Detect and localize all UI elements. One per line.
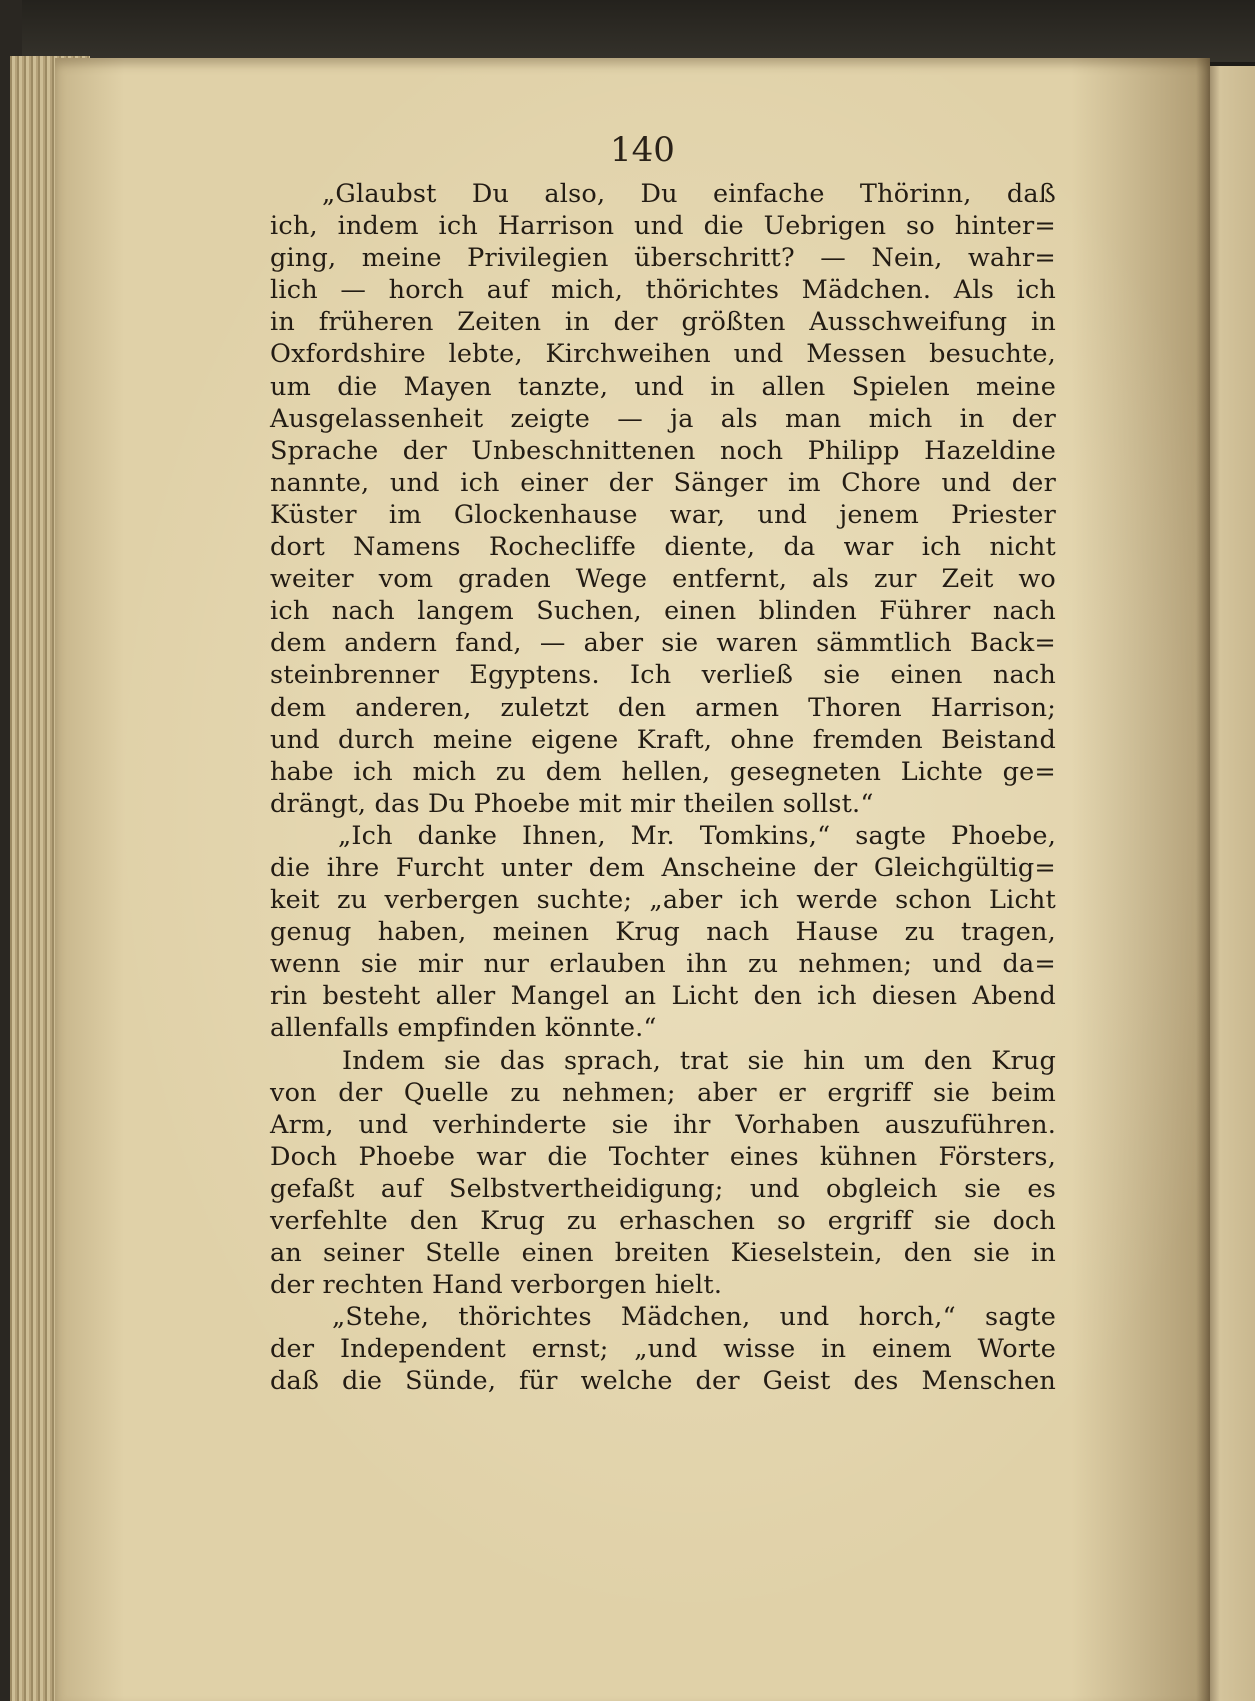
text-line: habe ich mich zu dem hellen, gesegneten Lichte ge=	[270, 756, 1056, 787]
page-number: 140	[610, 130, 675, 170]
text-line: dort Namens Rochecliffe diente, da war ich nicht	[270, 532, 1056, 563]
text-line: die ihre Furcht unter dem Anscheine der Gleichgültig=	[270, 852, 1056, 883]
text-line: allenfalls empfinden könnte.“	[270, 1013, 657, 1044]
text-line: um die Mayen tanzte, und in allen Spielen meine	[270, 371, 1056, 402]
text-line: rin besteht aller Mangel an Licht den ich diesen Abend	[270, 981, 1056, 1012]
text-line: lich — horch auf mich, thörichtes Mädchen. Als ich	[270, 275, 1056, 306]
text-line: dem anderen, zuletzt den armen Thoren Harrison;	[270, 692, 1056, 723]
text-line: drängt, das Du Phoebe mit mir theilen sollst.“	[270, 788, 874, 819]
text-line: Ausgelassenheit zeigte — ja als man mich in der	[270, 403, 1056, 434]
text-line: von der Quelle zu nehmen; aber er ergriff sie beim	[270, 1077, 1056, 1108]
page-gutter	[1196, 58, 1210, 1701]
page-text	[270, 178, 1056, 1398]
text-line: genug haben, meinen Krug nach Hause zu tragen,	[270, 917, 1056, 948]
text-line: der rechten Hand verborgen hielt.	[270, 1270, 723, 1301]
text-line: an seiner Stelle einen breiten Kieselstein, den sie in	[270, 1238, 1056, 1269]
text-line: dem andern fand, — aber sie waren sämmtlich Back=	[270, 628, 1056, 659]
text-line: „Ich danke Ihnen, Mr. Tomkins,“ sagte Phoebe,	[338, 820, 1056, 851]
text-line: „Glaubst Du also, Du einfache Thörinn, daß	[322, 179, 1056, 209]
text-line: wenn sie mir nur erlauben ihn zu nehmen; und da=	[270, 949, 1056, 980]
text-line: Doch Phoebe war die Tochter eines kühnen Försters,	[270, 1141, 1056, 1172]
text-line: ich, indem ich Harrison und die Uebrigen so hinter=	[270, 211, 1056, 242]
text-line: Sprache der Unbeschnittenen noch Philipp Hazeldine	[270, 435, 1056, 466]
text-line: in früheren Zeiten in der größten Ausschweifung in	[270, 307, 1056, 338]
text-line: Oxfordshire lebte, Kirchweihen und Messen besuchte,	[270, 339, 1056, 370]
text-line: ich nach langem Suchen, einen blinden Führer nach	[270, 596, 1056, 627]
text-line: der Independent ernst; „und wisse in einem Worte	[270, 1334, 1056, 1365]
text-line: Indem sie das sprach, trat sie hin um den Krug	[342, 1045, 1056, 1076]
text-line: nannte, und ich einer der Sänger im Chore und der	[270, 467, 1056, 498]
text-line: verfehlte den Krug zu erhaschen so ergriff sie doch	[270, 1206, 1056, 1236]
text-line: weiter vom graden Wege entfernt, als zur Zeit wo	[270, 564, 1056, 595]
text-line: Küster im Glockenhause war, und jenem Priester	[270, 499, 1056, 530]
facing-page-edge	[1205, 66, 1255, 1701]
text-line: steinbrenner Egyptens. Ich verließ sie einen nach	[270, 660, 1056, 691]
text-line: keit zu verbergen suchte; „aber ich werde schon Licht	[270, 885, 1056, 916]
text-line: „Stehe, thörichtes Mädchen, und horch,“ sagte	[332, 1302, 1056, 1333]
text-line: daß die Sünde, für welche der Geist des Menschen	[270, 1366, 1056, 1397]
text-line: gefaßt auf Selbstvertheidigung; und obgleich sie es	[270, 1173, 1056, 1204]
text-line: und durch meine eigene Kraft, ohne fremden Beistand	[270, 724, 1056, 755]
text-line: ging, meine Privilegien überschritt? — Nein, wahr=	[270, 243, 1056, 274]
text-line: Arm, und verhinderte sie ihr Vorhaben auszuführen.	[270, 1109, 1056, 1140]
book-shadow-top	[0, 0, 1255, 62]
